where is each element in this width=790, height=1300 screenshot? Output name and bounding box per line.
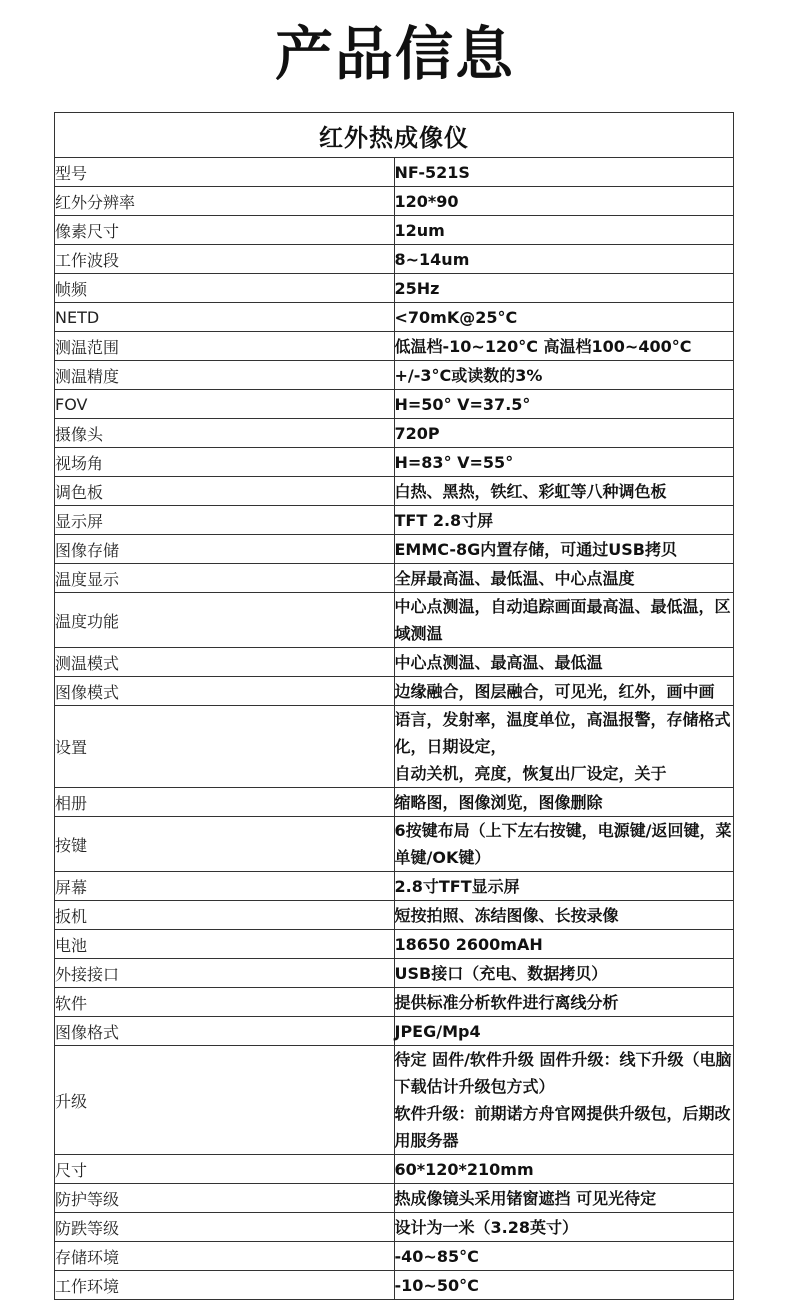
spec-value — [394, 419, 734, 448]
spec-value — [394, 817, 734, 872]
table-row — [55, 959, 734, 988]
spec-value-line: 低温档-10~120°C 高温档100~400°C — [394, 336, 692, 356]
spec-value-line: 2.8寸TFT显示屏 — [394, 876, 520, 896]
spec-value — [394, 187, 734, 216]
table-row — [55, 930, 734, 959]
spec-value-line: 缩略图，图像浏览，图像删除 — [394, 792, 603, 812]
spec-value-line: 待定 固件/软件升级 固件升级：线下升级（电脑下载估计升级包方式） — [394, 1050, 732, 1096]
spec-value-line: H=50° V=37.5° — [394, 394, 531, 414]
spec-value — [394, 706, 734, 788]
table-row — [55, 648, 734, 677]
spec-value — [394, 332, 734, 361]
spec-value — [394, 1046, 734, 1155]
table-row — [55, 706, 734, 788]
spec-value-line: <70mK@25°C — [394, 307, 518, 327]
spec-value — [394, 274, 734, 303]
spec-value — [394, 506, 734, 535]
spec-value-line: TFT 2.8寸屏 — [394, 510, 494, 530]
table-row — [55, 1213, 734, 1242]
spec-value — [394, 303, 734, 332]
table-row — [55, 1271, 734, 1300]
table-row — [55, 245, 734, 274]
spec-value-line: 设计为一米（3.28英寸） — [394, 1217, 578, 1237]
table-title-row — [55, 113, 734, 158]
spec-value-line: 全屏最高温、最低温、中心点温度 — [394, 568, 635, 588]
table-row — [55, 506, 734, 535]
spec-label: 调色板 — [55, 477, 395, 506]
table-row — [55, 988, 734, 1017]
spec-value — [394, 930, 734, 959]
spec-value — [394, 245, 734, 274]
spec-value-line: H=83° V=55° — [394, 452, 514, 472]
spec-value-line: 60*120*210mm — [394, 1159, 534, 1179]
spec-label: 屏幕 — [55, 872, 395, 901]
spec-value-line: USB接口（充电、数据拷贝） — [394, 963, 608, 983]
spec-value-line: 提供标准分析软件进行离线分析 — [394, 992, 619, 1012]
spec-value — [394, 216, 734, 245]
table-row — [55, 788, 734, 817]
spec-label: 防护等级 — [55, 1184, 395, 1213]
spec-value — [394, 901, 734, 930]
spec-value-line: JPEG/Mp4 — [394, 1021, 481, 1041]
page-title: 产品信息 — [274, 20, 515, 88]
spec-label: 测温模式 — [55, 648, 395, 677]
spec-label: 设置 — [55, 706, 395, 788]
spec-label: 图像存储 — [55, 535, 395, 564]
spec-value — [394, 593, 734, 648]
table-row — [55, 303, 734, 332]
spec-value — [394, 1184, 734, 1213]
spec-label: 温度显示 — [55, 564, 395, 593]
table-row — [55, 593, 734, 648]
spec-value-line: 6按键布局（上下左右按键，电源键/返回键，菜单键/OK键） — [394, 821, 732, 867]
spec-label: 温度功能 — [55, 593, 395, 648]
spec-value-line: 语言，发射率，温度单位，高温报警，存储格式化，日期设定， — [394, 710, 731, 756]
spec-value-line: 中心点测温，自动追踪画面最高温、最低温，区域测温 — [394, 597, 731, 643]
spec-value-line: 白热、黑热，铁红、彩虹等八种调色板 — [394, 481, 667, 501]
table-row — [55, 390, 734, 419]
spec-value — [394, 648, 734, 677]
spec-label: 防跌等级 — [55, 1213, 395, 1242]
table-row — [55, 448, 734, 477]
spec-label: 图像格式 — [55, 1017, 395, 1046]
spec-value-line: 短按拍照、冻结图像、长按录像 — [394, 905, 619, 925]
table-row — [55, 901, 734, 930]
spec-label: 像素尺寸 — [55, 216, 395, 245]
spec-value-line: 720P — [394, 423, 440, 443]
spec-table — [54, 112, 734, 1300]
table-row — [55, 564, 734, 593]
spec-label: 外接接口 — [55, 959, 395, 988]
spec-value-line: NF-521S — [394, 162, 470, 182]
spec-label: 摄像头 — [55, 419, 395, 448]
table-row — [55, 477, 734, 506]
spec-label: 相册 — [55, 788, 395, 817]
spec-value — [394, 959, 734, 988]
table-row — [55, 872, 734, 901]
spec-value-line: 18650 2600mAH — [394, 934, 543, 954]
table-row — [55, 419, 734, 448]
spec-label: 红外分辨率 — [55, 187, 395, 216]
spec-value-line: -10~50°C — [394, 1275, 479, 1295]
spec-value-line: -40~85°C — [394, 1246, 479, 1266]
spec-value — [394, 1242, 734, 1271]
spec-value — [394, 677, 734, 706]
spec-label: 工作波段 — [55, 245, 395, 274]
spec-value-line: 25Hz — [394, 278, 440, 298]
spec-label: 扳机 — [55, 901, 395, 930]
table-row — [55, 1046, 734, 1155]
table-row — [55, 817, 734, 872]
table-row — [55, 332, 734, 361]
spec-value — [394, 1271, 734, 1300]
spec-value — [394, 477, 734, 506]
spec-label: 存储环境 — [55, 1242, 395, 1271]
spec-value — [394, 1213, 734, 1242]
spec-label: 图像模式 — [55, 677, 395, 706]
spec-value-line: 边缘融合，图层融合，可见光，红外，画中画 — [394, 681, 715, 701]
table-row — [55, 274, 734, 303]
spec-value — [394, 361, 734, 390]
spec-value-line: 软件升级：前期诺方舟官网提供升级包，后期改用服务器 — [394, 1104, 731, 1150]
table-row — [55, 187, 734, 216]
spec-value — [394, 158, 734, 187]
spec-label: 按键 — [55, 817, 395, 872]
spec-value-line: 自动关机，亮度，恢复出厂设定，关于 — [394, 764, 667, 783]
spec-value — [394, 564, 734, 593]
spec-value-line: 热成像镜头采用锗窗遮挡 可见光待定 — [394, 1188, 657, 1208]
spec-label: 尺寸 — [55, 1155, 395, 1184]
spec-value-line: 中心点测温、最高温、最低温 — [394, 652, 603, 672]
spec-value — [394, 1017, 734, 1046]
table-row — [55, 677, 734, 706]
table-row — [55, 1017, 734, 1046]
spec-value-line: 120*90 — [394, 191, 459, 211]
spec-value-line: +/-3°C或读数的3% — [394, 365, 543, 385]
table-row — [55, 1184, 734, 1213]
spec-value — [394, 872, 734, 901]
table-row — [55, 1242, 734, 1271]
spec-value-line: 8~14um — [394, 249, 470, 269]
spec-value — [394, 535, 734, 564]
table-row — [55, 535, 734, 564]
spec-value — [394, 448, 734, 477]
spec-label: NETD — [55, 303, 395, 332]
spec-value — [394, 788, 734, 817]
spec-label: 升级 — [55, 1046, 395, 1155]
spec-label: FOV — [55, 390, 395, 419]
table-title: 红外热成像仪 — [55, 113, 734, 158]
spec-label: 电池 — [55, 930, 395, 959]
spec-value-line: 12um — [394, 220, 445, 240]
spec-label: 测温精度 — [55, 361, 395, 390]
table-row — [55, 158, 734, 187]
table-row — [55, 1155, 734, 1184]
spec-label: 软件 — [55, 988, 395, 1017]
spec-value — [394, 988, 734, 1017]
spec-label: 显示屏 — [55, 506, 395, 535]
table-row — [55, 361, 734, 390]
spec-label: 视场角 — [55, 448, 395, 477]
table-row — [55, 216, 734, 245]
spec-value-line: EMMC-8G内置存储，可通过USB拷贝 — [394, 539, 678, 559]
spec-value — [394, 390, 734, 419]
spec-label: 帧频 — [55, 274, 395, 303]
spec-value — [394, 1155, 734, 1184]
spec-label: 测温范围 — [55, 332, 395, 361]
spec-label: 型号 — [55, 158, 395, 187]
spec-table-body — [55, 158, 734, 1300]
spec-label: 工作环境 — [55, 1271, 395, 1300]
